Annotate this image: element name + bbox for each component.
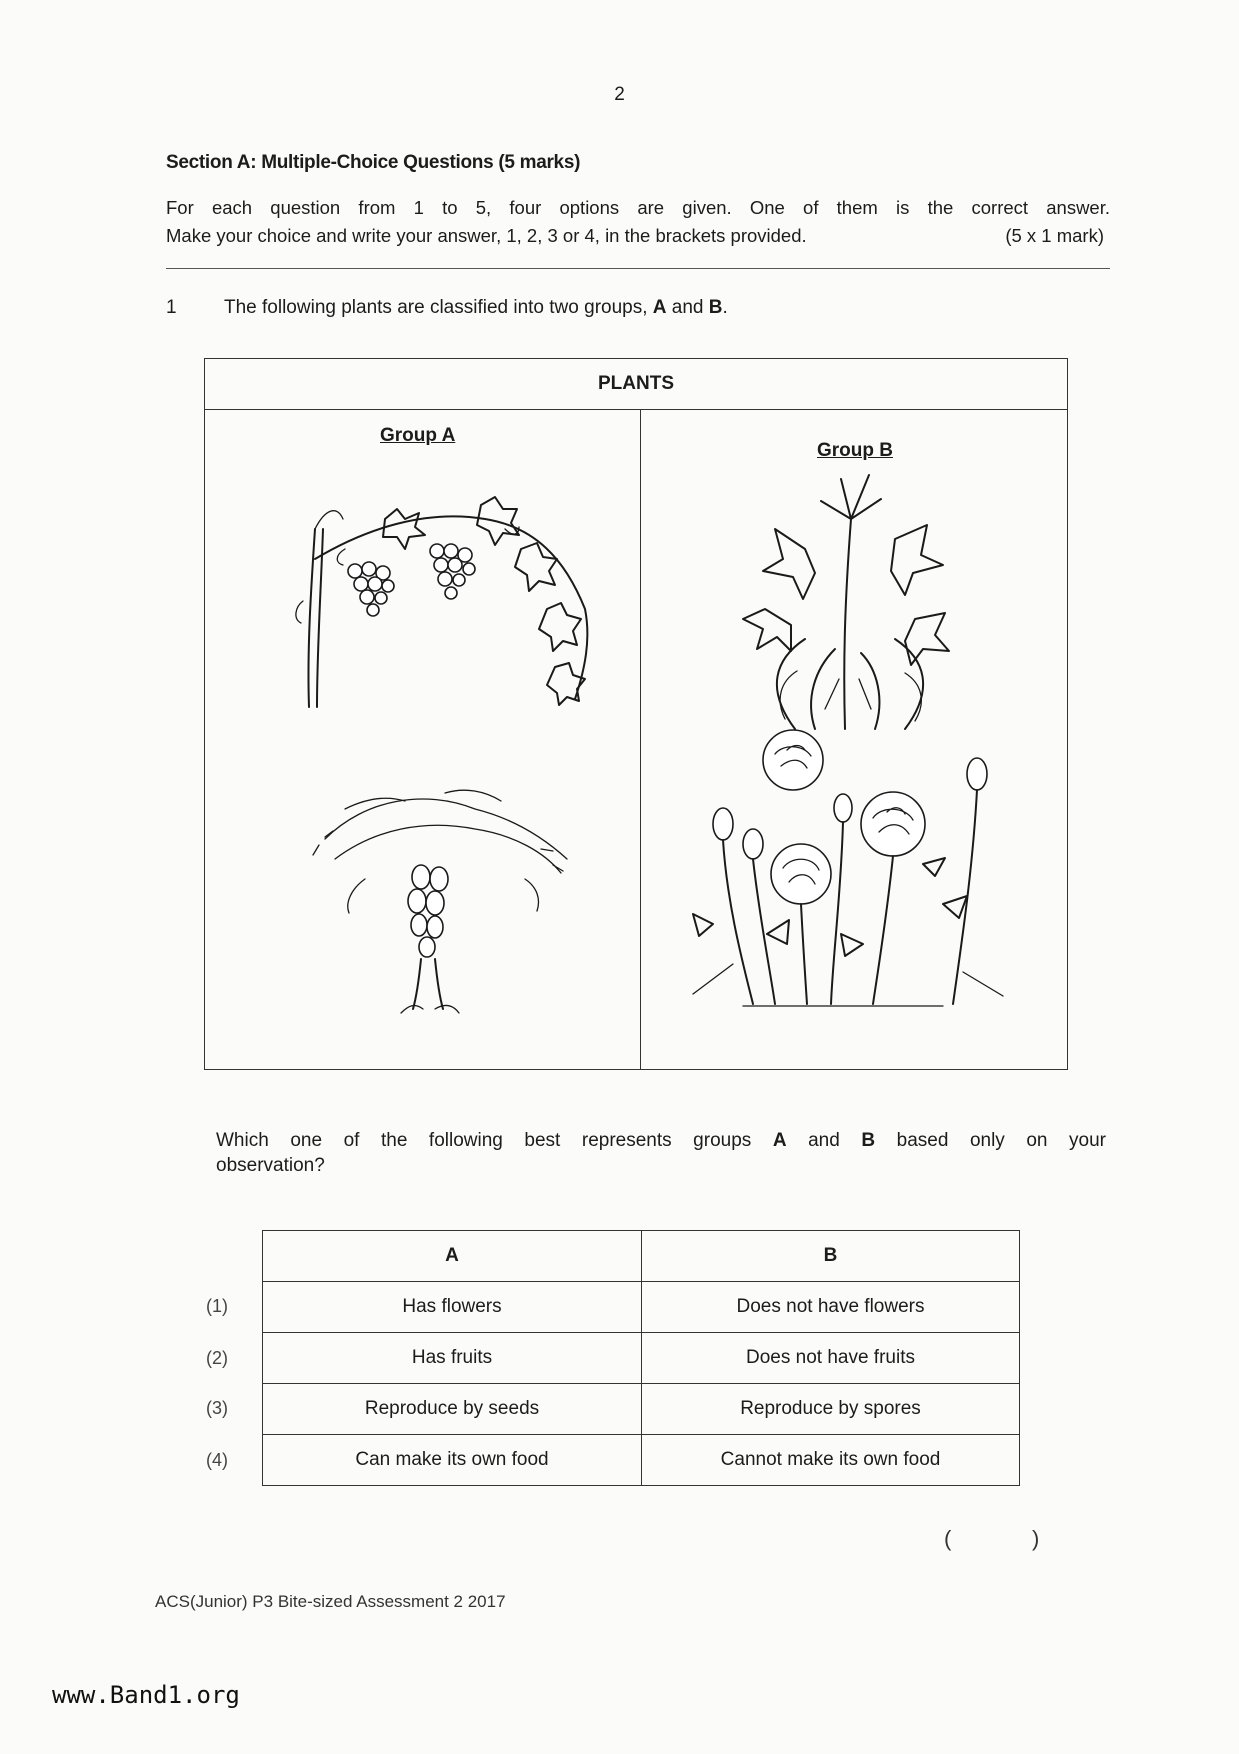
grapevine-image [285,489,605,729]
options-table [262,1230,1020,1486]
stem-group-a: A [652,297,667,318]
stem-and: and [666,297,709,318]
stem-group-b: B [708,297,723,318]
prompt-group-a: A [772,1130,787,1151]
option-number-2: (2) [206,1348,228,1368]
group-a-label: Group A [380,425,456,446]
group-divider [640,409,641,1069]
option-row [263,1282,1020,1333]
option-row [263,1333,1020,1384]
footer-text: ACS(Junior) P3 Bite-sized Assessment 2 2017 [155,1592,506,1611]
option-3-b: Reproduce by spores [642,1384,1020,1435]
stem-text: The following plants are classified into two groups, [224,297,653,318]
prompt-and: and [786,1130,862,1151]
prompt-group-b: B [861,1130,876,1151]
option-row [263,1435,1020,1486]
section-title: Section A: Multiple-Choice Questions (5 marks) [166,152,581,173]
option-4-a: Can make its own food [263,1435,642,1486]
question-number: 1 [166,297,177,318]
rose-1 [763,730,823,790]
option-2-b: Does not have fruits [642,1333,1020,1384]
answer-bracket-close: ) [1032,1526,1040,1551]
prompt-line-1 [216,1128,1106,1153]
marks-allocation: (5 x 1 mark) [1005,225,1104,246]
option-1-b: Does not have flowers [642,1282,1020,1333]
option-1-a: Has flowers [263,1282,642,1333]
answer-bracket-open: ( [944,1526,952,1551]
prompt-line-2: observation? [216,1155,325,1176]
options-header-row [263,1231,1020,1282]
rose-3 [771,844,831,904]
column-header-a: A [263,1231,642,1282]
watermark: www.Band1.org [52,1681,240,1709]
question-stem [224,297,728,319]
lily-image [705,459,1005,739]
papaya-tree-image [305,769,585,1019]
rose-bush-image [683,724,1013,1014]
option-number-3: (3) [206,1398,228,1418]
option-number-4: (4) [206,1450,228,1470]
plants-classification-table [204,358,1068,1070]
prompt-text: Which one of the following best represents groups [216,1130,773,1151]
grape-cluster-2 [430,544,475,599]
grape-cluster-1 [348,562,394,616]
section-divider [166,268,1110,269]
instructions-line-1: For each question from 1 to 5, four options are given. One of them is the correct answer. [166,197,1110,218]
page-number: 2 [614,84,625,105]
instructions-line-2-text: Make your choice and write your answer, 1, 2, 3 or 4, in the brackets provided. [166,225,807,246]
question-prompt [216,1128,1106,1178]
instructions-line-2 [166,222,1110,250]
column-header-b: B [642,1231,1020,1282]
option-4-b: Cannot make its own food [642,1435,1020,1486]
option-row [263,1384,1020,1435]
option-3-a: Reproduce by seeds [263,1384,642,1435]
rose-2 [861,792,925,856]
instructions [166,194,1110,250]
option-2-a: Has fruits [263,1333,642,1384]
stem-period: . [722,297,728,318]
papaya-fruits [408,865,448,957]
group-b-label: Group B [817,440,893,461]
prompt-text-end: based only on your [875,1130,1106,1151]
plants-heading: PLANTS [205,359,1067,410]
option-number-1: (1) [206,1296,228,1316]
